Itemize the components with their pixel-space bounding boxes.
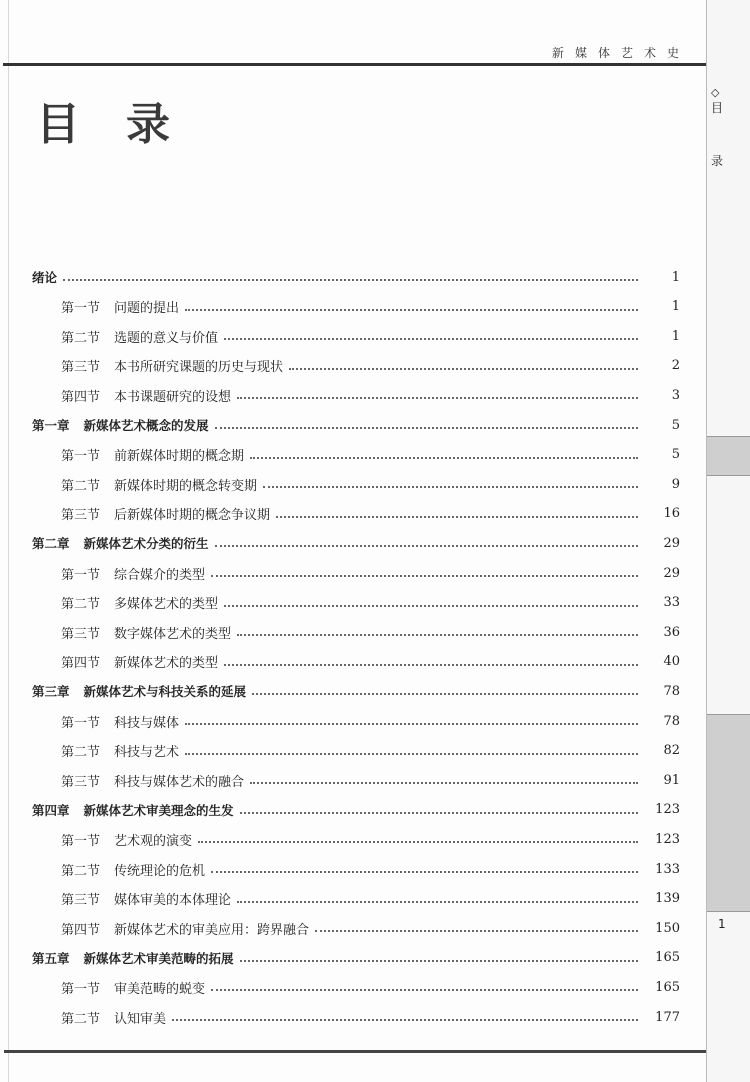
page-number: 1 [718, 917, 726, 931]
toc-entry-title: 审美范畴的蜕变 [114, 981, 206, 997]
toc-entry-title: 综合媒介的类型 [114, 567, 206, 583]
toc-section-entry [0, 826, 706, 852]
toc-section-entry [0, 353, 706, 379]
toc-entry-number: 第一节 [61, 449, 101, 465]
toc-entry-number: 第四节 [61, 656, 101, 672]
dot-leader [211, 989, 638, 991]
toc-entry-title: 多媒体艺术的类型 [114, 597, 219, 613]
toc-page-number: 123 [655, 802, 680, 818]
side-char: 录 [711, 153, 724, 168]
toc-entry-label [61, 652, 224, 671]
toc-page-number: 165 [655, 950, 680, 966]
toc-section-entry [0, 619, 706, 645]
toc-page-number: 36 [663, 624, 680, 640]
toc-section-entry [0, 294, 706, 320]
toc-entry-label [61, 771, 250, 790]
toc-entry-title: 选题的意义与价值 [114, 330, 219, 346]
toc-entry-label [61, 919, 315, 938]
running-head: 新媒体艺术史 [551, 46, 690, 60]
dot-leader [224, 605, 638, 607]
side-char: 目 [711, 101, 724, 116]
toc-entry-number: 第二章 [32, 536, 70, 552]
dot-leader [185, 753, 638, 755]
toc-chapter-entry [0, 264, 706, 290]
toc-page-number: 91 [663, 772, 680, 788]
toc-entry-number: 第二节 [61, 478, 101, 494]
toc-entry-number: 第一节 [61, 715, 101, 731]
toc-entry-number: 第四节 [61, 922, 101, 938]
footer-rule [4, 1050, 706, 1053]
dot-leader [185, 309, 638, 311]
toc-page-number: 82 [663, 743, 680, 759]
toc-page-number: 123 [655, 831, 680, 847]
toc-entry-label [61, 1008, 172, 1027]
toc-page-number: 5 [671, 417, 680, 433]
toc-page-number: 177 [655, 1009, 680, 1025]
dot-leader [237, 397, 638, 399]
toc-entry-title: 新媒体艺术审美理念的生发 [83, 802, 234, 818]
dot-leader [215, 427, 638, 429]
dot-leader [224, 338, 638, 340]
toc-page-number: 150 [655, 920, 680, 936]
toc-entry-number: 第四节 [61, 389, 101, 405]
toc-section-entry [0, 649, 706, 675]
toc-entry-label [61, 889, 237, 908]
dot-leader [215, 545, 638, 547]
toc-entry-title: 科技与媒体艺术的融合 [114, 774, 245, 790]
toc-section-entry [0, 501, 706, 527]
toc-section-entry [0, 471, 706, 497]
toc-entry-label [61, 297, 185, 316]
toc-entry-title: 本书课题研究的设想 [114, 389, 232, 405]
toc-chapter-entry [0, 678, 706, 704]
toc-entry-title: 认知审美 [114, 1011, 167, 1027]
toc-entry-label [32, 268, 63, 286]
toc-page-number: 1 [671, 299, 680, 315]
toc-section-entry [0, 442, 706, 468]
toc-entry-label [61, 564, 211, 583]
toc-section-entry [0, 738, 706, 764]
toc-entry-label [61, 741, 185, 760]
toc-entry-number: 第一节 [61, 981, 101, 997]
toc-entry-label [32, 801, 240, 819]
toc-entry-number: 第二节 [61, 597, 101, 613]
toc-entry-number: 第三节 [61, 508, 101, 524]
thumb-tab [707, 714, 750, 912]
toc-page-number: 9 [671, 476, 680, 492]
toc-section-entry [0, 323, 706, 349]
side-section-label [711, 86, 731, 168]
toc-chapter-entry [0, 530, 706, 556]
toc-entry-title: 新媒体艺术概念的发展 [83, 418, 209, 433]
toc-entry-label [32, 682, 252, 700]
toc-entry-title: 科技与媒体 [114, 715, 180, 731]
toc-entry-number: 第三节 [61, 360, 101, 376]
toc-entry-title: 媒体审美的本体理论 [114, 893, 232, 909]
toc-section-entry [0, 382, 706, 408]
toc-section-entry [0, 590, 706, 616]
toc-section-entry [0, 974, 706, 1000]
dot-leader [252, 693, 638, 695]
toc-entry-label [61, 356, 289, 375]
toc-page-number: 40 [663, 654, 680, 670]
toc-chapter-entry [0, 412, 706, 438]
toc-entry-number: 第五章 [32, 950, 70, 966]
toc-page-number: 133 [655, 861, 680, 877]
toc-entry-label [61, 327, 224, 346]
dot-leader [250, 457, 638, 459]
toc-entry-number: 第一节 [61, 567, 101, 583]
toc-section-entry [0, 767, 706, 793]
toc-entry-title: 新媒体艺术审美范畴的拓展 [83, 950, 234, 966]
toc-entry-title: 新媒体艺术的类型 [114, 656, 219, 672]
dot-leader [211, 871, 638, 873]
dot-leader [224, 664, 638, 666]
thumb-tab [707, 436, 750, 476]
toc-entry-label [61, 593, 224, 612]
toc-entry-label [32, 416, 215, 434]
toc-entry-number: 第一节 [61, 301, 101, 317]
dot-leader [211, 575, 638, 577]
toc-section-entry [0, 915, 706, 941]
toc-entry-title: 问题的提出 [114, 301, 180, 317]
toc-page-number: 165 [655, 979, 680, 995]
toc-page-number: 29 [663, 565, 680, 581]
toc-entry-title: 艺术观的演变 [114, 833, 193, 849]
toc-entry-label [61, 445, 250, 464]
diamond-icon: ◇ [711, 86, 720, 99]
toc-entry-number: 第四章 [32, 802, 70, 818]
toc-chapter-entry [0, 797, 706, 823]
toc-entry-number: 第二节 [61, 745, 101, 761]
dot-leader [240, 812, 638, 814]
toc-page-number: 78 [663, 713, 680, 729]
toc-page-number: 5 [671, 447, 680, 463]
toc-entry-title: 后新媒体时期的概念争议期 [114, 508, 271, 524]
dot-leader [172, 1019, 638, 1021]
toc-section-entry [0, 708, 706, 734]
toc-entry-number: 第二节 [61, 1011, 101, 1027]
dot-leader [263, 486, 638, 488]
dot-leader [185, 723, 638, 725]
toc-entry-label [61, 860, 211, 879]
toc-page-number: 139 [655, 891, 680, 907]
toc-page-number: 78 [663, 683, 680, 699]
toc-entry-label [61, 830, 198, 849]
toc-page-number: 3 [671, 387, 680, 403]
toc-entry-number: 第二节 [61, 330, 101, 346]
toc-entry-label [61, 504, 276, 523]
dot-leader [198, 841, 638, 843]
toc-section-entry [0, 560, 706, 586]
toc-chapter-entry [0, 945, 706, 971]
toc-page-number: 29 [663, 535, 680, 551]
toc-page-number: 16 [663, 506, 680, 522]
dot-leader [250, 782, 638, 784]
toc-section-entry [0, 886, 706, 912]
toc-page-number: 2 [671, 358, 680, 374]
toc-entry-label [32, 949, 240, 967]
dot-leader [315, 930, 638, 932]
toc-page-number: 1 [671, 269, 680, 285]
dot-leader [276, 516, 638, 518]
toc-entry-title: 新媒体艺术的审美应用：跨界融合 [114, 922, 310, 938]
toc-page-number: 1 [671, 328, 680, 344]
dot-leader [63, 279, 638, 281]
toc-section-entry [0, 856, 706, 882]
page-title: 目录 [36, 99, 216, 150]
toc-entry-label [61, 475, 263, 494]
toc-entry-label [61, 386, 237, 405]
header-rule [3, 63, 706, 66]
toc-entry-number: 第三节 [61, 774, 101, 790]
toc-entry-label [61, 623, 237, 642]
toc-page-number: 33 [663, 595, 680, 611]
toc-entry-number: 第二节 [61, 863, 101, 879]
toc-entry-number: 第一章 [32, 418, 70, 433]
toc-entry-title: 新媒体艺术与科技关系的延展 [83, 684, 247, 700]
toc-entry-title: 数字媒体艺术的类型 [114, 626, 232, 642]
toc-entry-number: 第三节 [61, 626, 101, 642]
toc-entry-number: 第三节 [61, 893, 101, 909]
toc-entry-number: 第一节 [61, 833, 101, 849]
dot-leader [240, 960, 638, 962]
toc-entry-title: 传统理论的危机 [114, 863, 206, 879]
toc-entry-title: 新媒体艺术分类的衍生 [83, 536, 209, 552]
toc-entry-label [32, 534, 215, 552]
toc-section-entry [0, 1004, 706, 1030]
toc-entry-title: 本书所研究课题的历史与现状 [114, 360, 284, 376]
dot-leader [237, 634, 638, 636]
dot-leader [289, 368, 638, 370]
toc-entry-title: 新媒体时期的概念转变期 [114, 478, 258, 494]
dot-leader [237, 901, 638, 903]
toc-entry-title: 前新媒体时期的概念期 [114, 449, 245, 465]
toc-entry-label [61, 712, 185, 731]
toc-entry-title: 科技与艺术 [114, 745, 180, 761]
toc-entry-number: 第三章 [32, 684, 70, 700]
toc-entry-title: 绪论 [32, 270, 58, 285]
toc-entry-label [61, 978, 211, 997]
